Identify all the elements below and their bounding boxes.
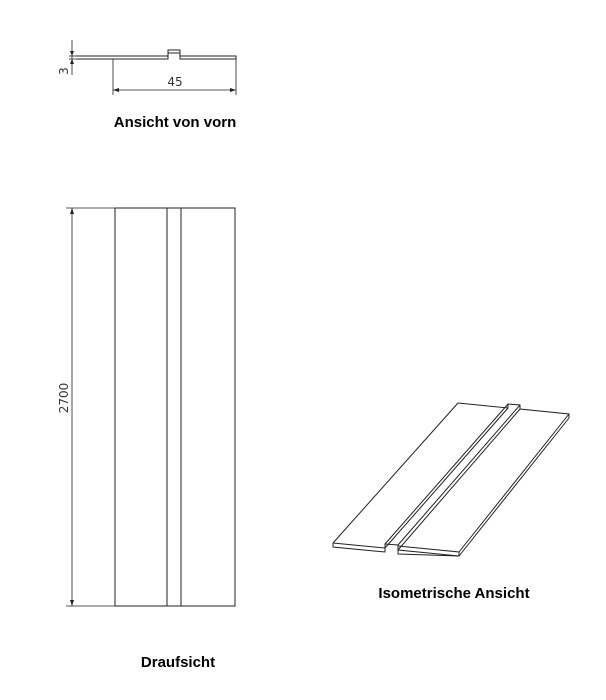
isometric-view-caption: Isometrische Ansicht [378,585,530,602]
iso-left-edge [333,403,458,543]
width-dimension-label: 45 [167,75,183,89]
height-arrow-bottom [70,59,74,64]
length-dimension-label: 2700 [57,382,71,414]
iso-groove-edge-3 [398,409,520,550]
iso-right-edge-bottom [459,418,569,556]
front-view-profile [76,50,236,59]
height-arrow-top [70,51,74,56]
width-arrow-right [230,88,236,92]
iso-groove-edge-2 [398,405,520,545]
top-view-caption: Draufsicht [140,654,216,671]
iso-groove-edge-4 [385,408,508,548]
isometric-view [333,403,569,602]
front-view-caption: Ansicht von vorn [113,114,237,131]
iso-front-profile [333,543,459,556]
length-arrow-bottom [70,600,74,606]
front-view [57,40,236,131]
top-view [57,208,235,671]
height-dimension-label: 3 [57,67,71,75]
length-arrow-top [70,208,74,214]
top-view-outline [115,208,235,606]
iso-right-edge [459,414,569,552]
width-arrow-left [113,88,119,92]
iso-groove-edge-1 [385,404,508,544]
